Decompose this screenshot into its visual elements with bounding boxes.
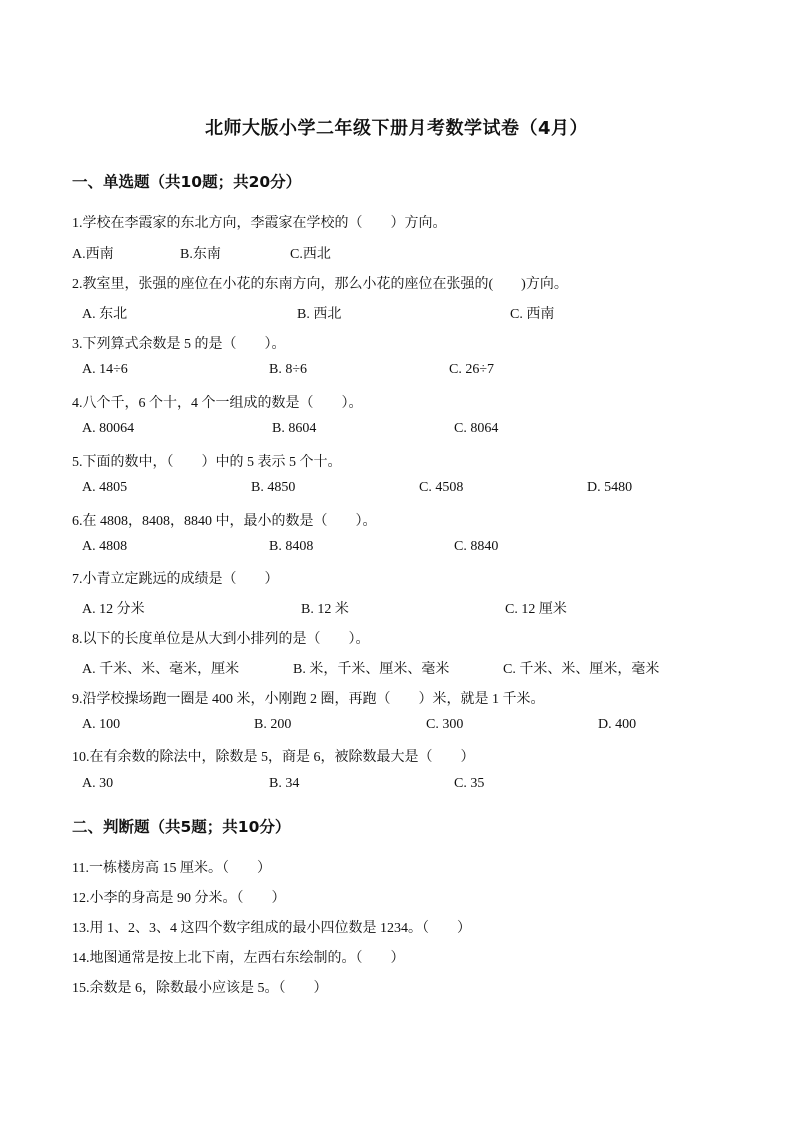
section-heading-single-choice: 一、单选题（共10题；共20分） (72, 173, 302, 191)
option-b: B. 4850 (251, 480, 296, 495)
question-text: 9.沿学校操场跑一圈是 400 米，小刚跑 2 圈，再跑（ ）米，就是 1 千米。 (72, 692, 545, 707)
judgment-question: 15.余数是 6，除数最小应该是 5。（ ） (72, 981, 328, 996)
option-c: C. 4508 (419, 480, 464, 495)
option-a: A. 4805 (82, 480, 128, 495)
option-c: C.西北 (290, 247, 331, 262)
option-a: A. 12 分米 (82, 602, 145, 617)
question-text: 5.下面的数中，（ ）中的 5 表示 5 个十。 (72, 455, 342, 470)
option-c: C. 千米、米、厘米，毫米 (503, 662, 660, 677)
option-c: C. 8064 (454, 421, 499, 436)
judgment-question: 12.小李的身高是 90 分米。（ ） (72, 891, 286, 906)
question-text: 10.在有余数的除法中，除数是 5，商是 6，被除数最大是（ ） (72, 750, 475, 765)
question-text: 8.以下的长度单位是从大到小排列的是（ ）。 (72, 632, 370, 647)
question-text: 4.八个千，6 个十，4 个一组成的数是（ ）。 (72, 396, 363, 411)
question-text: 6.在 4808，8408，8840 中，最小的数是（ ）。 (72, 514, 377, 529)
judgment-question: 14.地图通常是按上北下南，左西右东绘制的。（ ） (72, 951, 405, 966)
option-c: C. 300 (426, 717, 464, 732)
option-b: B.东南 (180, 247, 221, 262)
option-b: B. 米，千米、厘米、毫米 (293, 662, 450, 677)
judgment-question: 11.一栋楼房高 15 厘米。（ ） (72, 861, 271, 876)
question-text: 1.学校在李霞家的东北方向，李霞家在学校的（ ）方向。 (72, 216, 447, 231)
option-c: C. 西南 (510, 307, 555, 322)
option-c: C. 12 厘米 (505, 602, 567, 617)
option-d: D. 5480 (587, 480, 633, 495)
option-a: A. 80064 (82, 421, 135, 436)
option-b: B. 34 (269, 776, 300, 791)
option-b: B. 8408 (269, 539, 314, 554)
option-d: D. 400 (598, 717, 637, 732)
question-text: 7.小青立定跳远的成绩是（ ） (72, 572, 279, 587)
option-a: A. 东北 (82, 307, 128, 322)
option-a: A.西南 (72, 247, 114, 262)
option-b: B. 西北 (297, 307, 342, 322)
option-a: A. 千米、米、毫米，厘米 (82, 662, 240, 677)
question-text: 3.下列算式余数是 5 的是（ ）。 (72, 337, 286, 352)
option-b: B. 8÷6 (269, 362, 308, 377)
option-c: C. 35 (454, 776, 485, 791)
page-title: 北师大版小学二年级下册月考数学试卷（4月） (204, 118, 589, 139)
option-a: A. 4808 (82, 539, 128, 554)
option-a: A. 100 (82, 717, 121, 732)
option-b: B. 200 (254, 717, 292, 732)
option-a: A. 14÷6 (82, 362, 128, 377)
judgment-question: 13.用 1、2、3、4 这四个数字组成的最小四位数是 1234。（ ） (72, 921, 471, 936)
option-c: C. 26÷7 (449, 362, 495, 377)
question-text: 2.教室里，张强的座位在小花的东南方向，那么小花的座位在张强的( )方向。 (72, 277, 568, 292)
option-a: A. 30 (82, 776, 114, 791)
section-heading-judgment: 二、判断题（共5题；共10分） (72, 818, 291, 836)
option-b: B. 12 米 (301, 602, 349, 617)
option-b: B. 8604 (272, 421, 317, 436)
option-c: C. 8840 (454, 539, 499, 554)
